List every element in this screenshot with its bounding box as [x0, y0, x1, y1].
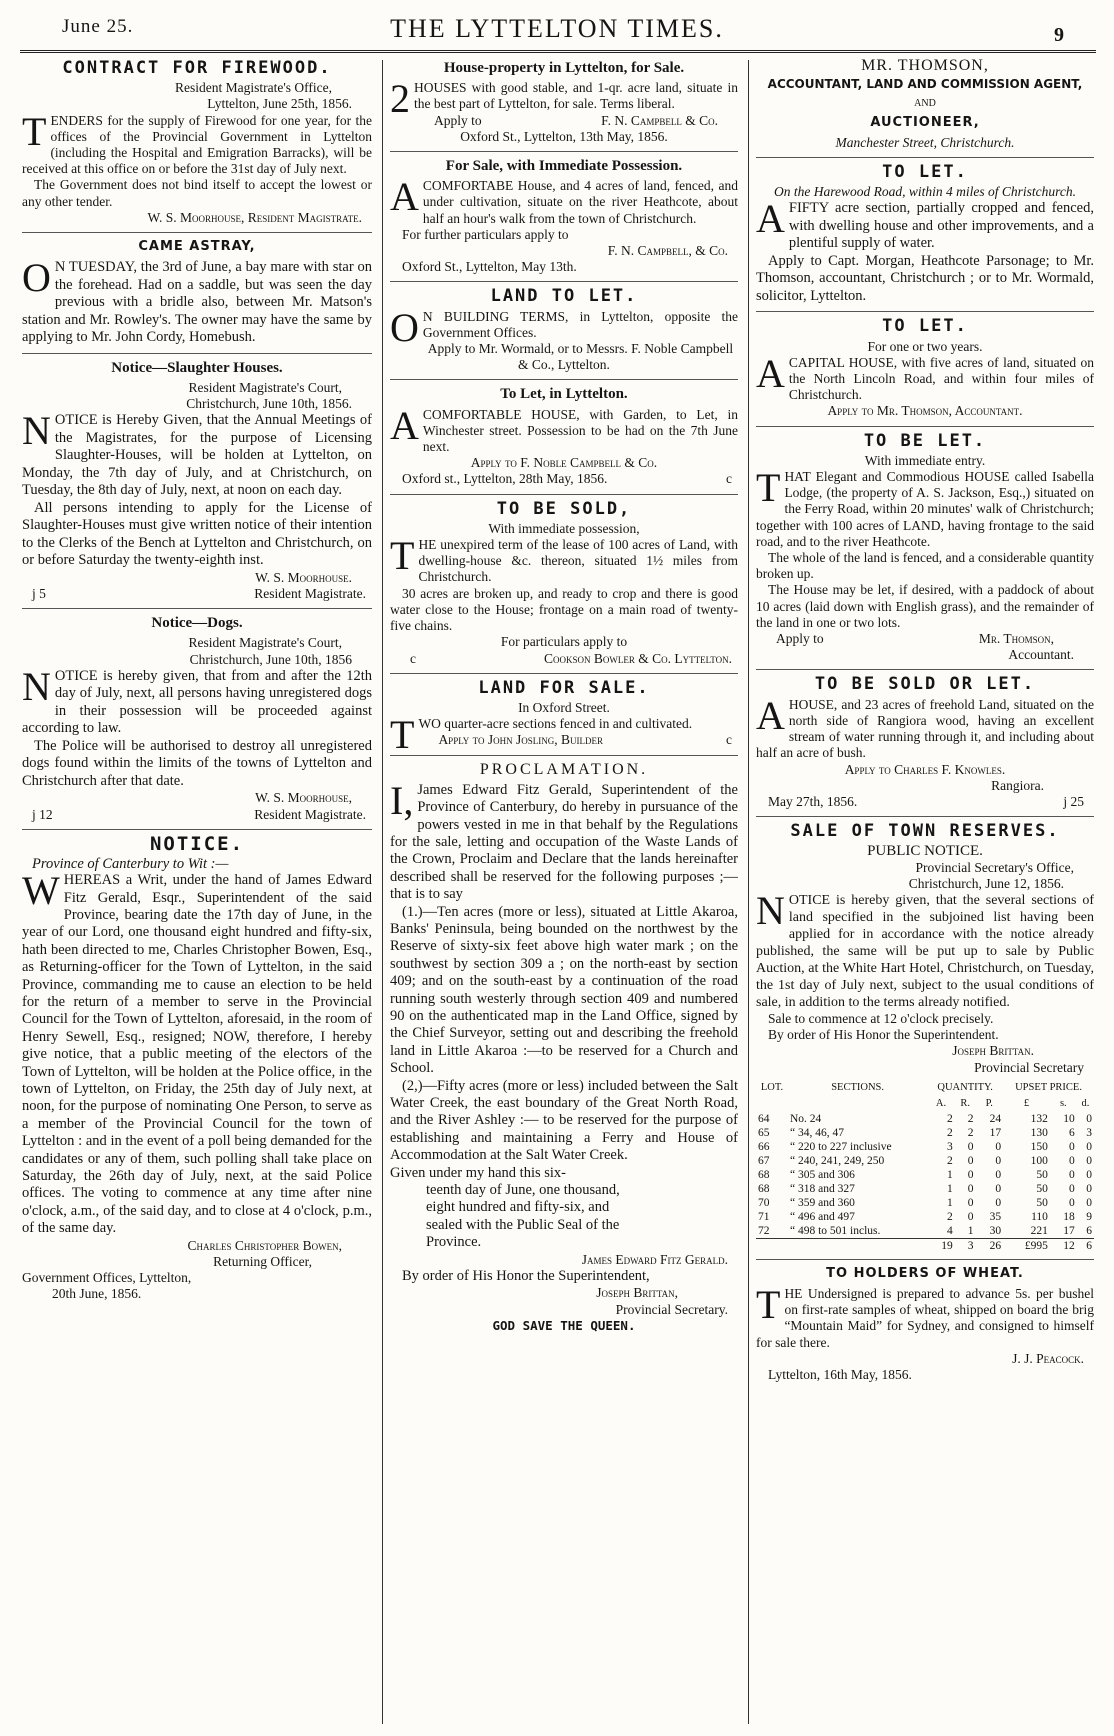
ad-heading: To Let, in Lyttelton.	[500, 386, 628, 403]
signature-name: W. S. Moorhouse,	[255, 790, 352, 806]
ad-text: The Police will be authorised to destroy all unregistered dogs found within the limits of the towns of Lyttelton and Christchurch after that date.	[22, 737, 372, 789]
drop-cap: T	[756, 465, 781, 511]
ad-text: HEREAS a Writ, under the hand of James Edward Fitz Gerald, Esqr., Superintendent of the said Province, bearing date the 17th day of June, in the year of our Lord, one thousand eight hundred and fifty-six, hath been directed to me, Charles Christopher Bowen, Esq., as Returning-officer for the Town of Lyttelton, in the said Province, commanding me to cause an election to be held for the return of a member to serve in the Provincial Council for the Town of Lyttelton, aforesaid, in the room of Henry Sewell, Esq., resigned; NOW, therefore, I hereby give notice, that a public meeting of the electors of the Town of Lyttelton, will be holden at the Police office, in the town of Lyttelton, on Friday, the 25th day of July next, at noon, for the purpose of nominating One Person, to serve as a member of the Provincial Council for the town of Lyttelton : and in the event of a poll being demanded for the candidates or any of them, such polling shall take place on Saturday, the 26th day of July, next, at the said Police offices. The voting to commence at any time after nine o'clock, a.m., of the said day, and to close at 4 o'clock, p.m., of the same day.	[22, 872, 372, 1237]
cell-acres: 1	[947, 1182, 953, 1195]
masthead-rule	[20, 50, 1096, 53]
cell-pence: 0	[1086, 1140, 1092, 1153]
dateline: Christchurch, June 10th, 1856.	[186, 396, 352, 412]
signature: J. J. Peacock.	[1012, 1350, 1084, 1366]
cell-acres: 3	[947, 1140, 953, 1153]
apply-label: Apply to F. Noble Campbell & Co.	[470, 455, 658, 471]
cell-shillings: 0	[1069, 1140, 1075, 1153]
cell-roods: 0	[967, 1168, 974, 1181]
table-row	[756, 1168, 1094, 1182]
column-divider	[382, 60, 383, 1724]
cell-lot: 66	[758, 1140, 770, 1153]
ad-to-let-lyttelton	[390, 386, 738, 494]
ad-reference: j 25	[1063, 793, 1084, 809]
cell-shillings: 10	[1063, 1112, 1075, 1125]
ad-thomson	[756, 58, 1094, 158]
apply-row	[390, 651, 738, 667]
cell-pounds: 221	[1030, 1224, 1048, 1237]
col-header-quantity: QUANTITY.	[937, 1081, 993, 1093]
place: Rangiora.	[991, 777, 1044, 793]
drop-cap: N	[22, 408, 51, 454]
cell-perches: 17	[989, 1126, 1002, 1139]
ad-heading: PROCLAMATION.	[479, 760, 649, 778]
apply-label: Apply to John Josling, Builder	[438, 732, 604, 748]
col-header-sections: SECTIONS.	[831, 1081, 885, 1093]
drop-cap: W	[22, 868, 60, 914]
ad-body	[390, 402, 738, 456]
table-total-row	[756, 1238, 1094, 1253]
office-line: Resident Magistrate's Office,	[174, 80, 332, 96]
dateline: Christchurch, June 10th, 1856	[189, 651, 352, 667]
cell-acres: 1	[947, 1196, 953, 1209]
col-header-acres: A.	[935, 1097, 947, 1109]
cell-shillings: 0	[1069, 1168, 1075, 1181]
ad-notice-election	[22, 832, 372, 1309]
col-header-shillings: s.	[1059, 1097, 1067, 1109]
ad-heading: TO BE SOLD OR LET.	[814, 674, 1036, 695]
dateline-row	[756, 794, 1094, 810]
ad-town-reserves	[756, 823, 1094, 1260]
cell-roods: 0	[967, 1196, 974, 1209]
cell-pounds: 50	[1036, 1196, 1048, 1209]
col-header-pence: d.	[1081, 1097, 1090, 1109]
conjunction: AND	[914, 98, 936, 110]
drop-cap: 2	[390, 76, 410, 122]
ad-house-property	[390, 60, 738, 152]
drop-cap: A	[390, 402, 419, 448]
cell-lot: 68	[758, 1182, 770, 1195]
cell-roods: 0	[967, 1140, 974, 1153]
signature-title: Resident Magistrate.	[254, 586, 366, 602]
cell-pounds: £995	[1003, 1238, 1050, 1253]
ad-reference: j 5	[32, 586, 46, 602]
cell-acres: 4	[947, 1224, 953, 1237]
dateline: Oxford St., Lyttelton, 13th May, 1856.	[460, 128, 668, 144]
ad-subheading: PUBLIC NOTICE.	[867, 843, 983, 860]
cell-pence: 6	[1086, 1224, 1092, 1237]
ad-heading: Notice—Dogs.	[151, 615, 243, 632]
ad-reference: c	[726, 732, 732, 748]
ad-body	[390, 533, 738, 586]
ad-heading: CONTRACT FOR FIREWOOD.	[62, 58, 332, 78]
reserves-table	[756, 1080, 1094, 1253]
apply-label: For particulars apply to	[500, 634, 628, 650]
cell-sections: “ 34, 46, 47	[790, 1126, 844, 1139]
cell-acres: 2	[947, 1112, 953, 1125]
drop-cap: A	[756, 350, 785, 396]
ad-reference: c	[410, 650, 416, 666]
ad-text: N BUILDING TERMS, in Lyttelton, opposite the Government Offices.	[422, 308, 738, 340]
col-header-pounds: £	[1023, 1097, 1030, 1109]
col-header-roods: R.	[960, 1097, 970, 1109]
signature-title: Resident Magistrate.	[254, 806, 366, 822]
ad-heading: Notice—Slaughter Houses.	[111, 359, 283, 376]
agent-name: Mr. Thomson,	[978, 631, 1054, 647]
agent-name: MR. THOMSON,	[861, 58, 989, 74]
ad-body	[756, 1281, 1094, 1351]
ad-land-for-sale	[390, 677, 738, 758]
ad-body	[756, 465, 1094, 550]
signature: W. S. Moorhouse, Resident Magistrate.	[147, 209, 362, 225]
ad-reference: j 12	[32, 806, 53, 822]
cell-sections: No. 24	[790, 1112, 822, 1125]
drop-cap: O	[390, 304, 419, 350]
ad-body	[756, 196, 1094, 253]
cell-roods: 2	[967, 1112, 974, 1125]
ad-to-be-sold	[390, 498, 738, 674]
column-divider	[748, 60, 749, 1724]
drop-cap: A	[390, 174, 419, 220]
cell-acres: 2	[947, 1210, 953, 1223]
cell-shillings: 6	[1069, 1126, 1075, 1139]
agent-title: Accountant.	[1008, 647, 1074, 663]
cell-pounds: 110	[1031, 1210, 1048, 1223]
cell-pounds: 50	[1036, 1182, 1048, 1195]
cell-roods: 1	[967, 1224, 974, 1237]
signature-name: Joseph Brittan,	[596, 1285, 678, 1301]
ad-holders-of-wheat	[756, 1266, 1094, 1389]
cell-lot: 65	[758, 1126, 770, 1139]
ad-slaughter-houses	[22, 360, 372, 610]
cell-pence: 0	[1086, 1168, 1092, 1181]
cell-pence: 0	[1086, 1112, 1092, 1125]
signature-title: Provincial Secretary.	[615, 1301, 728, 1317]
dateline-row	[390, 471, 738, 487]
cell-acres: 2	[947, 1154, 953, 1167]
cell-sections: “ 318 and 327	[790, 1182, 855, 1195]
table-row	[756, 1126, 1094, 1140]
ad-heading: House-property in Lyttelton, for Sale.	[443, 60, 685, 76]
ad-text: HOUSES with good stable, and 1-qr. acre land, situate in the best part of Lyttelton, for sale. Terms liberal.	[414, 80, 738, 112]
ad-heading: TO BE LET.	[863, 430, 987, 451]
ad-heading: TO LET.	[882, 316, 968, 337]
ad-heading: NOTICE.	[149, 832, 245, 855]
cell-perches: 0	[995, 1168, 1002, 1181]
ad-subheading: With immediate possession,	[488, 520, 640, 536]
ad-body	[390, 777, 738, 904]
ad-text: FIFTY acre section, partially cropped and fenced, with dwelling house and other improvements, and a plentiful supply of water.	[788, 200, 1094, 252]
col-header-perches: P.	[985, 1097, 993, 1109]
cell-pence: 0	[1086, 1196, 1092, 1209]
ad-text: 30 acres are broken up, and ready to crop and there is good water close to the House; frontage on a main road of twenty-five chains.	[390, 585, 738, 634]
cell-pence: 3	[1086, 1126, 1092, 1139]
table-header-row	[756, 1080, 1094, 1096]
signature-row	[22, 807, 372, 823]
column-2	[390, 58, 738, 1726]
ad-subheading: On the Harewood Road, within 4 miles of Christchurch.	[774, 184, 1076, 200]
cell-shillings: 12	[1050, 1238, 1077, 1253]
ad-subheading: For one or two years.	[867, 338, 983, 354]
cell-roods: 0	[967, 1210, 974, 1223]
cell-pounds: 130	[1030, 1126, 1048, 1139]
cell-pounds: 132	[1030, 1112, 1048, 1125]
ad-for-sale	[390, 158, 738, 282]
ad-text: CAPITAL HOUSE, with five acres of land, situated on the North Lincoln Road, and within four miles of Christchurch.	[788, 354, 1094, 403]
office-line: Resident Magistrate's Court,	[188, 379, 342, 395]
drop-cap: T	[390, 712, 415, 758]
ad-heading: CAME ASTRAY,	[138, 239, 256, 255]
cell-sections: “ 240, 241, 249, 250	[790, 1154, 885, 1167]
dateline: Lyttelton, June 25th, 1856.	[207, 96, 352, 112]
apply-row	[414, 113, 738, 129]
cell-shillings: 0	[1069, 1196, 1075, 1209]
ad-to-let-capital	[756, 318, 1094, 426]
ad-land-to-let	[390, 288, 738, 380]
table-subheader-row	[756, 1096, 1094, 1112]
dateline: Oxford St., Lyttelton, May 13th.	[402, 259, 577, 275]
drop-cap: T	[22, 108, 47, 154]
address: Manchester Street, Christchurch.	[835, 134, 1015, 150]
column-1	[22, 58, 372, 1726]
ad-text: OTICE is hereby given, that from and after the 12th day of July, next, all persons having unregistered dogs in their possession will be proceeded against according to law.	[22, 667, 372, 737]
dateline: Oxford st., Lyttelton, 28th May, 1856.	[402, 471, 608, 487]
dateline: Christchurch, June 12, 1856.	[908, 875, 1064, 891]
signature-name: Joseph Brittan.	[952, 1043, 1034, 1059]
issue-date: June 25.	[62, 16, 134, 37]
ad-text: By order of His Honor the Superintendent.	[768, 1027, 999, 1043]
cell-blank	[788, 1238, 927, 1253]
cell-lot: 72	[758, 1224, 770, 1237]
office-line: Government Offices, Lyttelton,	[22, 1270, 192, 1286]
drop-cap: N	[756, 887, 785, 933]
cell-lot: 67	[758, 1154, 770, 1167]
cell-sections: “ 498 to 501 inclus.	[790, 1224, 881, 1237]
apply-label: Apply to Charles F. Knowles.	[844, 761, 1006, 777]
ad-text: N TUESDAY, the 3rd of June, a bay mare with star on the forehead. Had on a saddle, but was seen the day previous with a bridle also, between Mr. Matson's station and Mr. Rowley's. The owner may have the same by applying to Mr. John Cordy, Homebush.	[22, 259, 372, 346]
ad-body	[390, 174, 738, 227]
cell-perches: 0	[995, 1196, 1002, 1209]
drop-cap: I,	[390, 777, 414, 823]
ad-heading: LAND TO LET.	[490, 286, 638, 307]
dateline: May 27th, 1856.	[768, 793, 858, 809]
ad-dogs	[22, 615, 372, 830]
dateline: 20th June, 1856.	[52, 1286, 142, 1302]
ad-heading: TO LET.	[882, 162, 968, 183]
ad-text: WO quarter-acre sections fenced in and cultivated.	[418, 716, 693, 732]
cell-sections: “ 496 and 497	[790, 1210, 855, 1223]
cell-sections: “ 305 and 306	[790, 1168, 855, 1181]
ad-reference: c	[726, 471, 732, 487]
ad-text: The House may be let, if desired, with a paddock of about 10 acres (laid down with English grass), and the remainder of the land in one or two lots.	[756, 582, 1094, 630]
ad-body	[22, 108, 372, 178]
ad-text: Apply to Capt. Morgan, Heathcote Parsonage; to Mr. Thomson, accountant, Christchurch ; or to Mr. Wormald, solicitor, Lyttelton.	[756, 252, 1094, 304]
ad-text: James Edward Fitz Gerald, Superintendent of the Province of Canterbury, do hereby in pursuance of the powers vested in me in that behalf by the Regulations for the sale, letting and occupation of the Waste Lands of the Crown, Proclaim and Declare that the lands hereinafter described shall be reserved for the following purposes ;—that is to say	[390, 781, 738, 903]
cell-acres: 1	[947, 1168, 953, 1181]
ad-text: OTICE is hereby given, that the several sections of land specified in the subjoined list having been applied for in accordance with the notice already published, the same will be put up to sale by Public Auction, at the White Hart Hotel, Christchurch, on Tuesday, the 1st day of July next, subject to the usual conditions of sale, in addition to the terms already notified.	[756, 892, 1094, 1010]
table-row	[756, 1154, 1094, 1168]
drop-cap: T	[390, 533, 415, 579]
cell-roods: 3	[955, 1238, 976, 1253]
cell-blank	[756, 1238, 788, 1253]
drop-cap: A	[756, 196, 785, 242]
ad-heading: SALE OF TOWN RESERVES.	[790, 821, 1060, 842]
drop-cap: A	[756, 692, 785, 738]
cell-pence: 6	[1077, 1238, 1094, 1253]
ad-to-be-let	[756, 430, 1094, 671]
closing-line: GOD SAVE THE QUEEN.	[492, 1317, 636, 1333]
col-header-blank	[788, 1096, 927, 1112]
ad-heading: LAND FOR SALE.	[478, 677, 650, 698]
cell-pounds: 100	[1030, 1154, 1048, 1167]
ad-text: COMFORTABLE HOUSE, with Garden, to Let, in Winchester street. Possession to be had on the 7th June next.	[422, 406, 738, 455]
ad-subheading: With immediate entry.	[864, 452, 986, 468]
drop-cap: N	[22, 663, 51, 709]
apply-row	[756, 631, 1094, 647]
cell-perches: 26	[975, 1238, 1003, 1253]
apply-label: Apply to	[776, 631, 824, 647]
cell-lot: 71	[758, 1210, 770, 1223]
agent-trade: ACCOUNTANT, LAND AND COMMISSION AGENT,	[767, 77, 1083, 92]
ad-text: All persons intending to apply for the License of Slaughter-Houses must give written notice of their intention to the Clerks of the Bench at Lyttelton and Christchurch, on or before Saturday the twenty-eighth inst.	[22, 499, 372, 569]
ad-text: The Government does not bind itself to accept the lowest or any other tender.	[22, 177, 372, 209]
ad-text: HOUSE, and 23 acres of freehold Land, situated on the north side of Rangiora wood, having an excellent stream of water running through it, and including about half an acre of bush.	[756, 696, 1094, 761]
drop-cap: O	[22, 255, 51, 301]
cell-lot: 64	[758, 1112, 770, 1125]
ad-heading: TO HOLDERS OF WHEAT.	[826, 1265, 1024, 1281]
ad-text: (1.)—Ten acres (more or less), situated at Little Akaroa, Banks' Peninsula, being bounded on the northwest by the Reserve of sixty-six feet above high water mark ; on the southwest by section 309 a ; on the north-east by section 409; and on the south-east by a continuation of the road running south westerly through section 409 and numbered 90 on the authenticated map in the Land Office, signed by the Chief Surveyor, setting out and describing the freehold land in Little Akaroa :—to be reserved for a Church and School.	[390, 903, 738, 1077]
ad-text: Sale to commence at 12 o'clock precisely.	[768, 1010, 994, 1026]
cell-roods: 0	[967, 1182, 974, 1195]
cell-shillings: 17	[1063, 1224, 1075, 1237]
cell-pence: 0	[1086, 1182, 1092, 1195]
ad-came-astray	[22, 239, 372, 354]
cell-perches: 24	[989, 1112, 1002, 1125]
ad-body	[390, 304, 738, 350]
table-row	[756, 1210, 1094, 1224]
agent-name: F. N. Campbell & Co.	[601, 112, 718, 128]
ad-text: Apply to Mr. Wormald, or to Messrs. F. Noble Campbell & Co., Lyttelton.	[427, 341, 734, 373]
ad-text: HE unexpired term of the lease of 100 acres of Land, with dwelling-house &c. thereon, situated 1½ miles from Christchurch.	[418, 537, 738, 585]
ad-body	[22, 255, 372, 347]
given-text: teenth day of June, one thousand, eight hundred and fifty-six, and sealed with the Public Seal of the Province.	[426, 1182, 620, 1251]
cell-perches: 35	[989, 1210, 1002, 1223]
signature-name: James Edward Fitz Gerald.	[581, 1251, 728, 1267]
drop-cap: T	[756, 1281, 781, 1327]
table-row	[756, 1196, 1094, 1210]
ad-subheading: In Oxford Street.	[518, 699, 610, 715]
ad-body	[756, 887, 1094, 1011]
table-row	[756, 1112, 1094, 1126]
cell-perches: 0	[995, 1140, 1002, 1153]
signature-row	[22, 586, 372, 602]
office-line: Provincial Secretary's Office,	[915, 859, 1074, 875]
cell-shillings: 0	[1069, 1182, 1075, 1195]
cell-pence: 0	[1086, 1154, 1092, 1167]
apply-label: For further particulars apply to	[402, 226, 569, 242]
apply-row	[418, 732, 738, 748]
ad-body	[22, 663, 372, 738]
cell-roods: 0	[967, 1154, 974, 1167]
signature-name: Charles Christopher Bowen,	[187, 1237, 342, 1253]
agent-name: Cookson Bowler & Co. Lyttelton.	[543, 650, 732, 666]
cell-shillings: 0	[1069, 1154, 1075, 1167]
cell-acres: 2	[947, 1126, 953, 1139]
table-row	[756, 1182, 1094, 1196]
agent-trade: AUCTIONEER,	[870, 114, 980, 130]
ad-text: OTICE is Hereby Given, that the Annual Meetings of the Magistrates, for the purpose of Licensing Slaughter-Houses, will be holden at Lyttelton, on Monday, the 7th day of July, and at Christchurch, on Tuesday, the 8th day of July, next, at noon on each day.	[22, 412, 372, 499]
ad-text: ENDERS for the supply of Firewood for one year, for the offices of the Provincial Government in Lyttelton (including the Hospital and Emigration Barracks), will be received at this office on or before the 31st day of July next.	[22, 112, 372, 177]
apply-label: Apply to	[434, 112, 482, 128]
cell-perches: 30	[989, 1224, 1002, 1237]
newspaper-title: THE LYTTELTON TIMES.	[390, 14, 724, 43]
cell-sections: “ 220 to 227 inclusive	[790, 1140, 892, 1153]
cell-perches: 0	[995, 1154, 1002, 1167]
ad-body	[22, 868, 372, 1238]
cell-pounds: 150	[1030, 1140, 1048, 1153]
cell-roods: 2	[967, 1126, 974, 1139]
ad-body	[22, 408, 372, 500]
signature-title: Provincial Secretary	[974, 1059, 1084, 1075]
province-line: Province of Canterbury to Wit :—	[32, 855, 229, 872]
ad-body	[756, 350, 1094, 404]
signature-name: W. S. Moorhouse.	[255, 569, 352, 585]
ad-heading: For Sale, with Immediate Possession.	[445, 158, 683, 175]
ad-body	[756, 692, 1094, 762]
ad-firewood	[22, 60, 372, 233]
ad-sold-or-let	[756, 676, 1094, 817]
ad-heading: TO BE SOLD,	[496, 498, 632, 519]
dateline: Lyttelton, 16th May, 1856.	[768, 1366, 912, 1382]
ad-text: (2,)—Fifty acres (more or less) included between the Salt Water Creek, the east boundary of the Great North Road, and the River Ashley :— to be reserved for the purpose of establishing and maintaining a Ferry and House of Accommodation at the Salt Water Creek.	[390, 1077, 738, 1164]
cell-pounds: 50	[1036, 1168, 1048, 1181]
page-number: 9	[1054, 24, 1064, 46]
cell-lot: 70	[758, 1196, 770, 1209]
cell-lot: 68	[758, 1168, 770, 1181]
cell-perches: 0	[995, 1182, 1002, 1195]
column-3	[756, 58, 1094, 1726]
table-row	[756, 1224, 1094, 1239]
ad-text: HAT Elegant and Commodious HOUSE called Isabella Lodge, (the property of A. S. Jackson, Esq.,) situated on the Ferry Road, within 20 minutes' walk of Christchurch; together with 100 acres of LAND, having frontage to the said road, and to the river Heathcote.	[756, 469, 1094, 549]
given-line: Given under my hand this six-	[390, 1164, 566, 1181]
cell-sections: “ 359 and 360	[790, 1196, 855, 1209]
cell-acres: 19	[927, 1238, 955, 1253]
apply-label: Apply to Mr. Thomson, Accountant.	[827, 403, 1023, 419]
agent-name: F. N. Campbell, & Co.	[607, 243, 728, 259]
cell-pence: 9	[1086, 1210, 1092, 1223]
ad-text: HE Undersigned is prepared to advance 5s. per bushel on first-rate samples of wheat, shipped on board the brig “Mountain Maid” for Sydney, and consigned to himself for sale there.	[756, 1285, 1094, 1350]
col-header-upset-price: UPSET PRICE.	[1015, 1081, 1082, 1093]
signature-title: Returning Officer,	[213, 1253, 312, 1269]
col-header-lot: LOT.	[760, 1081, 784, 1093]
masthead	[0, 0, 1114, 46]
ad-text: By order of His Honor the Superintendent,	[402, 1267, 650, 1284]
col-header-blank	[756, 1096, 788, 1112]
ad-text: COMFORTABE House, and 4 acres of land, fenced, and under cultivation, situate on the river Heathcote, about half an hour's walk from the town of Christchurch.	[422, 178, 738, 226]
table-row	[756, 1140, 1094, 1154]
cell-shillings: 18	[1063, 1210, 1075, 1223]
office-line: Resident Magistrate's Court,	[188, 635, 342, 651]
ad-proclamation	[390, 762, 738, 1340]
ad-text: The whole of the land is fenced, and a considerable quantity broken up.	[756, 550, 1094, 582]
ad-to-let-harewood	[756, 164, 1094, 312]
